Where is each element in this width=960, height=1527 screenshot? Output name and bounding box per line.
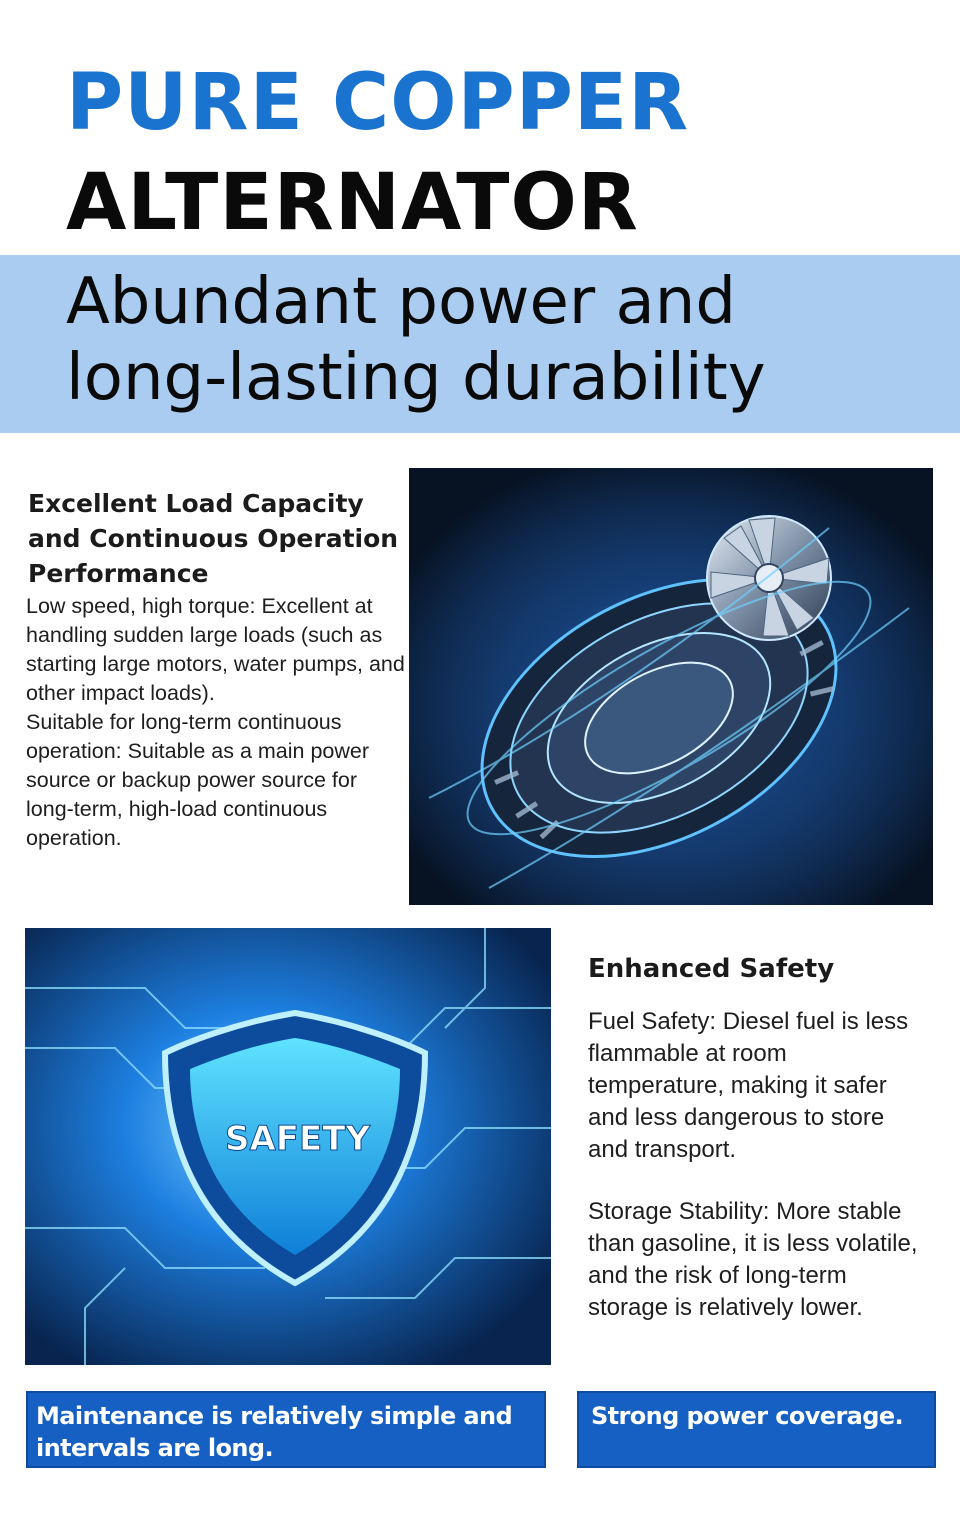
subtitle-line-1: Abundant power and [66,265,736,339]
coverage-banner: Strong power coverage. [577,1391,936,1468]
title-alternator: ALTERNATOR [66,158,639,248]
storage-stability-paragraph: Storage Stability: More stable than gasoline, it is less volatile, and the risk of long-term storage is relatively lower. [588,1198,918,1321]
load-capacity-para-2: Suitable for long-term continuous operation: Suitable as a main power source or backup power source for long-term, high-load continuous operation. [26,710,370,850]
maintenance-banner: Maintenance is relatively simple and intervals are long. [26,1391,546,1468]
fuel-safety-paragraph: Fuel Safety: Diesel fuel is less flammable at room temperature, making it safer and less dangerous to store and transport. [588,1008,909,1163]
safety-label: SAFETY [225,1119,371,1159]
load-capacity-body [26,592,406,853]
fan-blades [707,516,831,640]
title-pure-copper: PURE COPPER [66,58,690,148]
safety-shield-image [25,928,551,1365]
alternator-motor-image [409,468,933,905]
subtitle-line-2: long-lasting durability [66,341,766,415]
load-capacity-heading: Excellent Load Capacity and Continuous Operation Performance [28,489,399,588]
load-capacity-para-1: Low speed, high torque: Excellent at handling sudden large loads (such as starting large motors, water pumps, and other impact loads). [26,594,405,705]
enhanced-safety-heading: Enhanced Safety [588,954,835,984]
